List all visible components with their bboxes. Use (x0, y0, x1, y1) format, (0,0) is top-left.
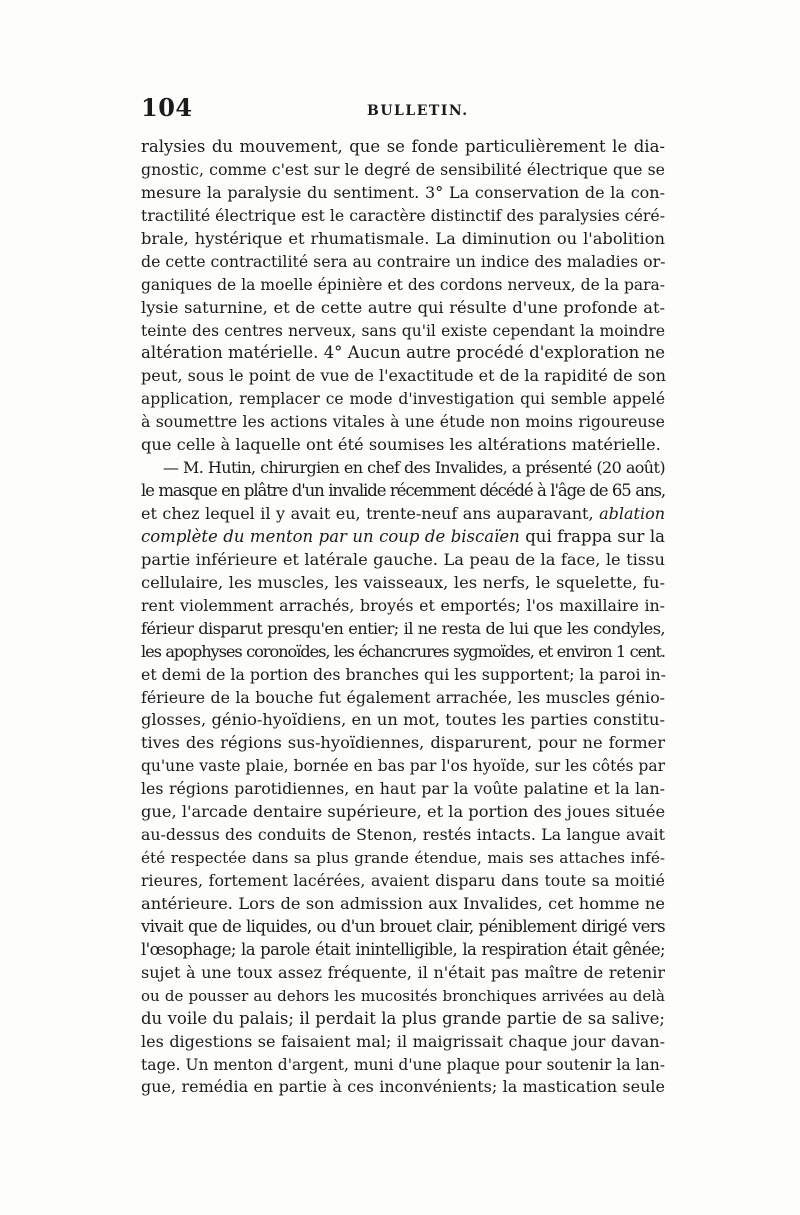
text-line: vivait que de liquides, ou d'un brouet clair, péniblement dirigé vers (141, 916, 665, 936)
text-line: gnostic, comme c'est sur le degré de sensibilité électrique que se (141, 159, 665, 179)
plain-text: et chez lequel il y avait eu, trente-neuf ans auparavant, (141, 504, 594, 523)
text-line: les apophyses coronoïdes, les échancrures sygmoïdes, et environ 1 cent. (141, 641, 665, 661)
text-line: antérieure. Lors de son admission aux Invalides, cet homme ne (141, 893, 665, 913)
text-line: rent violemment arrachés, broyés et emportés; l'os maxillaire in- (141, 595, 665, 615)
paragraph-1 (141, 136, 665, 457)
text-line: peut, sous le point de vue de l'exactitude et de la rapidité de son (141, 366, 666, 386)
text-line: partie inférieure et latérale gauche. La peau de la face, le tissu (141, 549, 665, 569)
plain-text: qui frappa sur la (525, 526, 665, 546)
text-line-with-italic (141, 526, 665, 549)
text-line: lysie saturnine, et de cette autre qui résulte d'une profonde at- (141, 297, 665, 317)
text-line: de cette contractilité sera au contraire un indice des maladies or- (141, 251, 666, 271)
text-line: gue, remédia en partie à ces inconvénients; la mastication seule (141, 1077, 665, 1097)
text-line: du voile du palais; il perdait la plus grande partie de sa salive; (141, 1008, 665, 1028)
text-line: brale, hystérique et rhumatismale. La diminution ou l'abolition (141, 228, 665, 248)
text-line: férieure de la bouche fut également arrachée, les muscles génio- (141, 687, 665, 707)
text-line: cellulaire, les muscles, les vaisseaux, les nerfs, le squelette, fu- (141, 572, 665, 592)
text-line: et demi de la portion des branches qui les supportent; la paroi in- (141, 664, 667, 684)
text-line: ou de pousser au dehors les mucosités bronchiques arrivées au delà (141, 986, 665, 1005)
text-line: teinte des centres nerveux, sans qu'il existe cependant la moindre (141, 321, 665, 340)
text-line: ganiques de la moelle épinière et des cordons nerveux, de la para- (141, 275, 665, 294)
text-line: au-dessus des conduits de Stenon, restés intacts. La langue avait (141, 825, 665, 845)
text-line: — M. Hutin, chirurgien en chef des Invalides, a présenté (20 août) (163, 458, 665, 478)
text-line: gue, l'arcade dentaire supérieure, et la portion des joues située (141, 802, 666, 822)
page-number: 104 (141, 93, 193, 122)
text-line: les digestions se faisaient mal; il maigrissait chaque jour davan- (141, 1031, 665, 1051)
text-line: application, remplacer ce mode d'investigation qui semble appelé (141, 390, 665, 409)
paragraph-2 (141, 457, 665, 1099)
text-line: férieur disparut presqu'en entier; il ne resta de lui que les condyles, (141, 618, 665, 638)
text-line: glosses, génio-hyoïdiens, en un mot, toutes les parties constitu- (141, 710, 665, 730)
text-line: qu'une vaste plaie, bornée en bas par l'os hyoïde, sur les côtés par (141, 757, 665, 776)
text-line: que celle à laquelle ont été soumises les altérations matérielle. (141, 435, 661, 455)
text-line: sujet à une toux assez fréquente, il n'était pas maître de retenir (141, 962, 665, 982)
text-line: mesure la paralysie du sentiment. 3° La conservation de la con- (141, 182, 665, 202)
text-line: rieures, fortement lacérées, avaient disparu dans toute sa moitié (141, 871, 665, 890)
text-line: ralysies du mouvement, que se fonde particulièrement le dia- (141, 137, 665, 156)
text-line: l'œsophage; la parole était inintelligible, la respiration était gênée; (141, 939, 665, 959)
text-line: tage. Un menton d'argent, muni d'une plaque pour soutenir la lan- (141, 1055, 665, 1074)
text-line-with-italic (141, 503, 665, 526)
italic-text: ablation (599, 504, 665, 523)
text-line: à soumettre les actions vitales à une étude non moins rigoureuse (141, 412, 665, 432)
italic-text: complète du menton par un coup de biscaïen (141, 526, 520, 546)
text-line: été respectée dans sa plus grande étendue, mais ses attaches infé- (141, 849, 665, 868)
text-line: tives des régions sus-hyoïdiennes, disparurent, pour ne former (141, 733, 665, 753)
text-line: les régions parotidiennes, en haut par la voûte palatine et la lan- (141, 779, 665, 799)
text-line: le masque en plâtre d'un invalide récemment décédé à l'âge de 65 ans, (141, 481, 665, 501)
body-text (141, 136, 665, 1099)
text-line: altération matérielle. 4° Aucun autre procédé d'exploration ne (141, 343, 665, 363)
page-header (141, 94, 661, 128)
running-head: BULLETIN. (367, 103, 469, 119)
text-line: tractilité électrique est le caractère distinctif des paralysies céré- (141, 205, 666, 225)
